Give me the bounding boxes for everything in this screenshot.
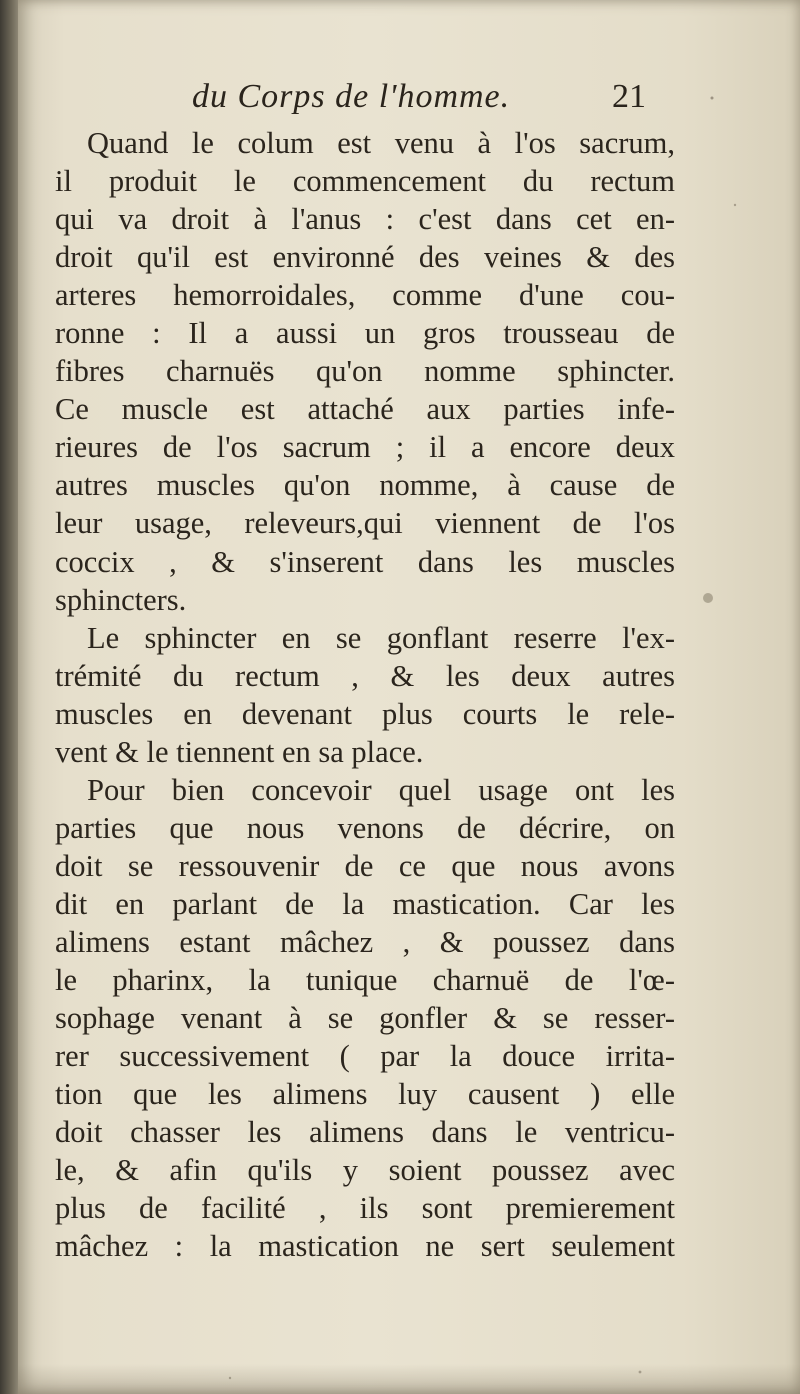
body-text [55,124,675,1265]
text-line: coccix , & s'inserent dans les muscles [55,544,675,579]
text-line: il produit le commencement du rectum [55,164,675,199]
text-line: rieures de l'os sacrum ; il a encore deux [55,430,675,465]
text-line: qui va droit à l'anus : c'est dans cet en- [55,202,675,237]
text-line: doit chasser les alimens dans le ventricu- [55,1115,675,1150]
page-bottom-edge [18,1364,800,1394]
text-line: rer successivement ( par la douce irrita- [55,1039,675,1074]
text-line: sphincters. [55,582,187,617]
text-line: leur usage, releveurs,qui viennent de l'os [55,506,675,541]
running-head [0,78,800,118]
text-line: dit en parlant de la mastication. Car les [55,886,675,921]
text-line: droit qu'il est environné des veines & des [55,240,675,275]
text-line: autres muscles qu'on nomme, à cause de [55,468,675,503]
text-line: arteres hemorroidales, comme d'une cou- [55,278,675,313]
text-line: Ce muscle est attaché aux parties infe- [55,392,675,427]
text-line: Quand le colum est venu à l'os sacrum, [87,126,675,160]
text-line: le pharinx, la tunique charnuë de l'œ- [55,963,675,998]
running-head-title: du Corps de l'homme. [192,78,511,115]
text-line: parties que nous venons de décrire, on [55,810,675,845]
text-line: trémité du rectum , & les deux autres [55,658,675,693]
text-line: Pour bien concevoir quel usage ont les [87,772,675,807]
page-number: 21 [612,78,646,115]
text-line: ronne : Il a aussi un gros trousseau de [55,316,675,351]
book-gutter [0,0,18,1394]
text-line: fibres charnuës qu'on nomme sphincter. [55,354,675,389]
text-line: Le sphincter en se gonflant reserre l'ex- [87,620,675,655]
text-line: tion que les alimens luy causent ) elle [55,1077,675,1112]
text-line: sophage venant à se gonfler & se resser- [55,1001,675,1036]
text-line: alimens estant mâchez , & poussez dans [55,924,675,959]
text-line: muscles en devenant plus courts le rele- [55,696,675,731]
text-line: le, & afin qu'ils y soient poussez avec [55,1153,675,1188]
text-line: plus de facilité , ils sont premierement [55,1191,675,1226]
text-line: vent & le tiennent en sa place. [55,734,424,769]
text-line: mâchez : la mastication ne sert seulement [55,1229,675,1264]
text-line: doit se ressouvenir de ce que nous avons [55,848,675,883]
